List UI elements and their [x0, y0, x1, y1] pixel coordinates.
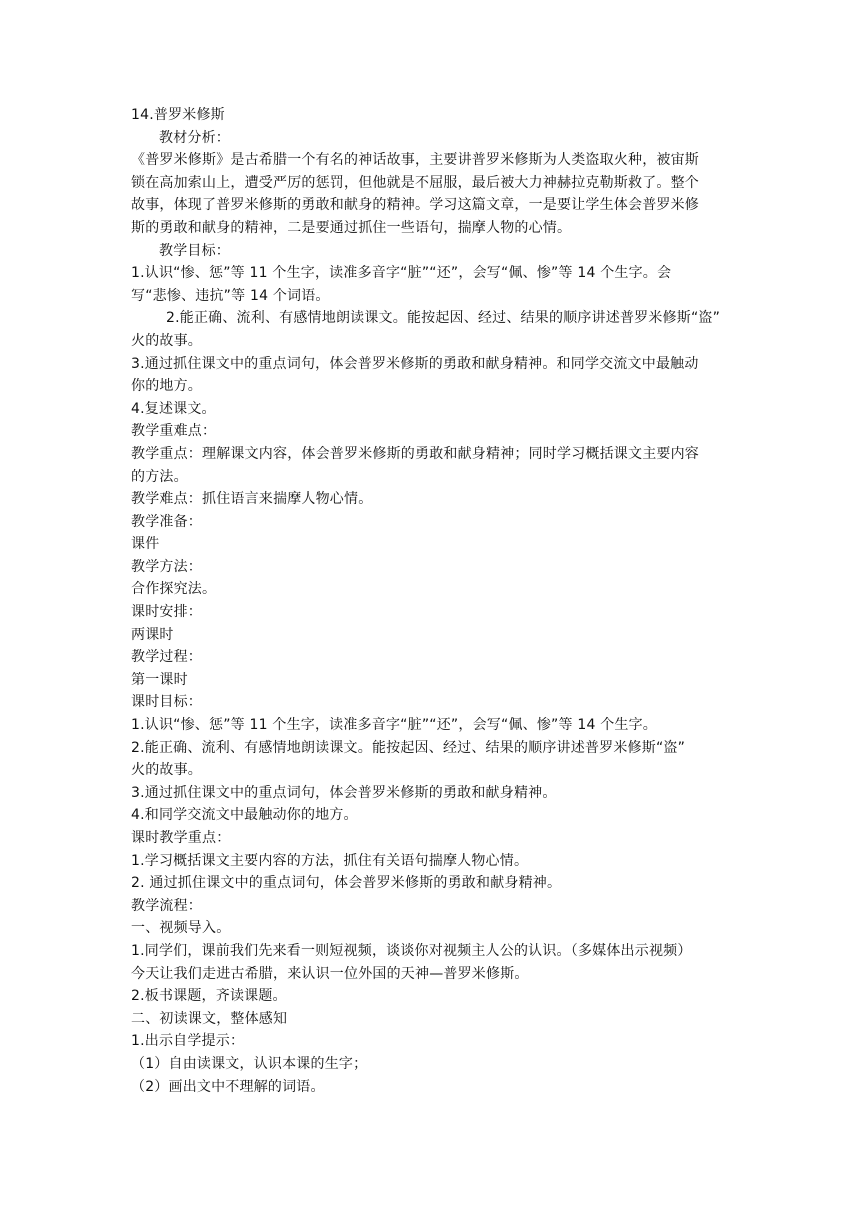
text-line: 教学方法： — [131, 558, 202, 575]
text-line: 两课时 — [131, 626, 174, 643]
text-line: 1.学习概括课文主要内容的方法，抓住有关语句揣摩人物心情。 — [131, 852, 529, 869]
text-line: 今天让我们走进古希腊，来认识一位外国的天神—普罗米修斯。 — [131, 965, 529, 982]
text-line: （2）画出文中不理解的词语。 — [131, 1078, 325, 1095]
text-line: 4.复述课文。 — [131, 400, 216, 417]
text-line: 4.和同学交流文中最触动你的地方。 — [131, 807, 358, 824]
text-line: 故事，体现了普罗米修斯的勇敢和献身的精神。学习这篇文章，一是要让学生体会普罗米修 — [131, 197, 699, 214]
text-line: 教材分析： — [159, 129, 230, 146]
text-line: 2. 通过抓住课文中的重点词句，体会普罗米修斯的勇敢和献身精神。 — [131, 875, 562, 892]
text-line: 二、初读课文，整体感知 — [131, 1010, 288, 1027]
text-line: 写“悲惨、违抗”等 14 个词语。 — [131, 287, 330, 304]
text-line: 教学准备： — [131, 513, 202, 530]
text-line: 1.认识“惨、惩”等 11 个生字，读准多音字“脏”“还”，会写“佩、惨”等 14 个生字。 — [131, 717, 658, 734]
text-line: 1.认识“惨、惩”等 11 个生字，读准多音字“脏”“还”，会写“佩、惨”等 14 个生字。会 — [131, 265, 672, 282]
text-line: 课时安排： — [131, 604, 202, 621]
text-line: 课时目标： — [131, 694, 202, 711]
document-body — [131, 104, 731, 1098]
text-line: 教学目标： — [159, 242, 230, 259]
text-line: 教学流程： — [131, 897, 202, 914]
text-line: 你的地方。 — [131, 378, 202, 395]
text-line: 火的故事。 — [131, 332, 202, 349]
text-line: 第一课时 — [131, 671, 188, 688]
text-line: 《普罗米修斯》是古希腊一个有名的神话故事，主要讲普罗米修斯为人类盗取火种，被宙斯 — [131, 152, 699, 169]
text-line: 课时教学重点： — [131, 830, 231, 846]
text-line: 的方法。 — [131, 468, 188, 485]
text-line: 斯的勇敢和献身的精神，二是要通过抓住一些语句，揣摩人物的心情。 — [131, 219, 572, 236]
text-line: 3.通过抓住课文中的重点词句，体会普罗米修斯的勇敢和献身精神。 — [131, 784, 557, 801]
text-line: 2.能正确、流利、有感情地朗读课文。能按起因、经过、结果的顺序讲述普罗米修斯“盗” — [166, 310, 721, 327]
text-line: 火的故事。 — [131, 762, 202, 779]
text-line: 教学重点：理解课文内容，体会普罗米修斯的勇敢和献身精神；同时学习概括课文主要内容 — [131, 445, 699, 462]
text-line: 3.通过抓住课文中的重点词句，体会普罗米修斯的勇敢和献身精神。和同学交流文中最触动 — [131, 355, 699, 372]
text-line: 课件 — [131, 536, 160, 553]
text-line: 2.能正确、流利、有感情地朗读课文。能按起因、经过、结果的顺序讲述普罗米修斯“盗” — [131, 739, 686, 756]
text-line: 合作探究法。 — [131, 581, 217, 598]
text-line: 1.出示自学提示： — [131, 1033, 245, 1050]
text-line: 教学难点：抓住语言来揣摩人物心情。 — [131, 491, 373, 508]
text-line: 一、视频导入。 — [131, 920, 231, 937]
text-line: 1.同学们，课前我们先来看一则短视频，谈谈你对视频主人公的认识。（多媒体出示视频） — [131, 942, 692, 959]
text-line: 教学重难点： — [131, 423, 217, 440]
text-line: （1）自由读课文，认识本课的生字； — [131, 1055, 368, 1072]
text-line: 教学过程： — [131, 649, 202, 666]
text-line: 锁在高加索山上，遭受严厉的惩罚，但他就是不屈服，最后被大力神赫拉克勒斯救了。整个 — [131, 174, 699, 191]
text-line: 2.板书课题，齐读课题。 — [131, 988, 287, 1005]
document-title: 14.普罗米修斯 — [131, 107, 225, 123]
